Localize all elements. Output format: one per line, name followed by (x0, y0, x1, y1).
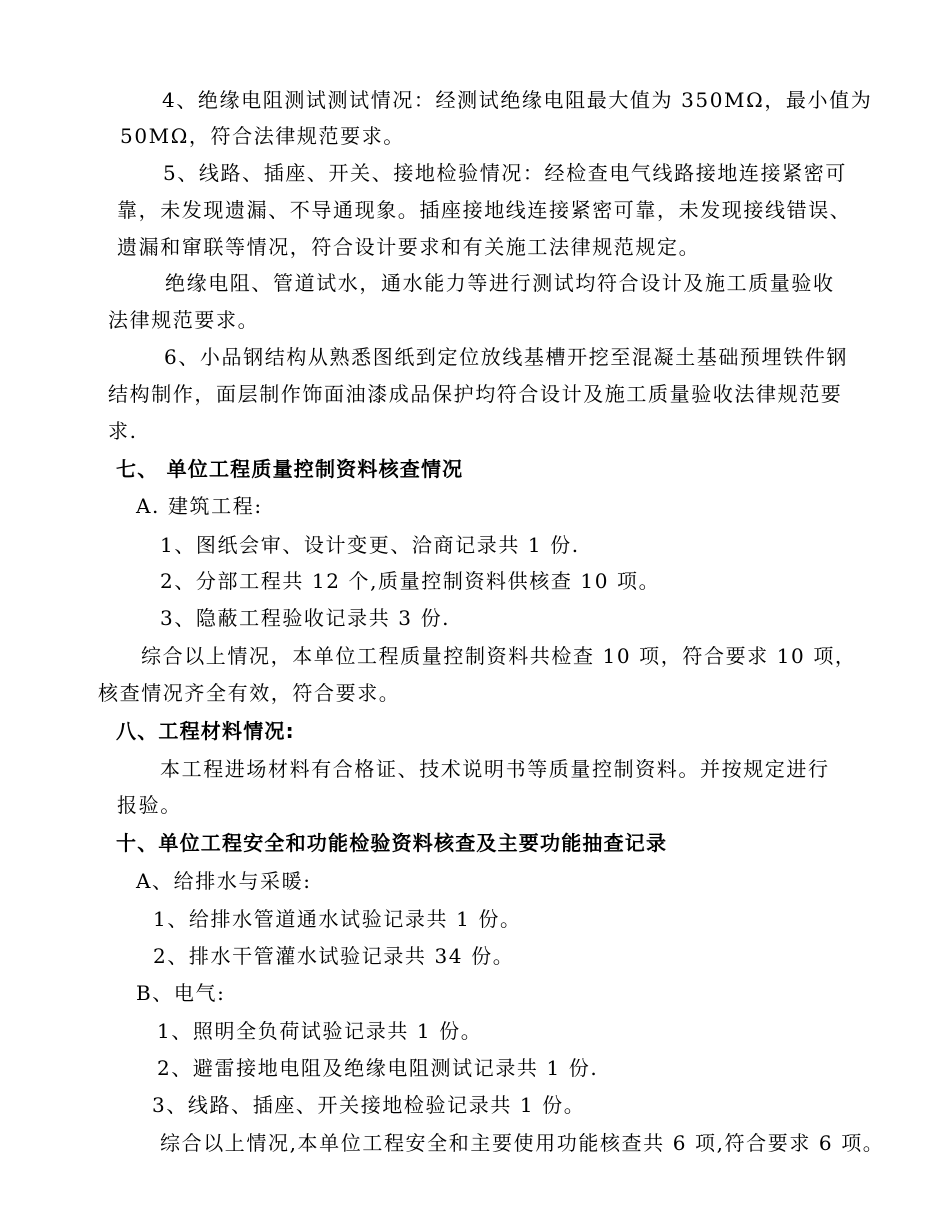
paragraph-6-line-2: 结构制作，面层制作饰面油漆成品保护均符合设计及施工质量验收法律规范要 (108, 382, 843, 406)
paragraph-5-line-1: 5、线路、插座、开关、接地检验情况：经检查电气线路接地连接紧密可 (163, 161, 847, 185)
paragraph-6-line-3: 求. (108, 419, 138, 443)
section-10-b-item-2: 2、避雷接地电阻及绝缘电阻测试记录共 1 份. (157, 1056, 599, 1080)
section-10-a-item-2: 2、排水干管灌水试验记录共 34 份。 (153, 944, 515, 968)
summary-paragraph-line-1: 绝缘电阻、管道试水，通水能力等进行测试均符合设计及施工质量验收 (165, 271, 835, 295)
section-8-heading: 八、工程材料情况: (116, 719, 295, 743)
section-7-summary-line-1: 综合以上情况，本单位工程质量控制资料共检查 10 项，符合要求 10 项， (141, 644, 857, 668)
paragraph-5-line-2: 靠，未发现遗漏、不导通现象。插座接地线连接紧密可靠，未发现接线错误、 (117, 198, 852, 222)
section-10-subheading-a: A、给排水与采暖: (136, 869, 312, 893)
section-10-b-item-3: 3、线路、插座、开关接地检验记录共 1 份。 (152, 1093, 586, 1117)
section-7-item-3: 3、隐蔽工程验收记录共 3 份. (160, 606, 451, 630)
section-8-body-line-2: 报验。 (117, 793, 182, 817)
paragraph-4-line-1: 4、绝缘电阻测试测试情况：经测试绝缘电阻最大值为 350MΩ，最小值为 (162, 88, 873, 112)
section-8-body-line-1: 本工程进场材料有合格证、技术说明书等质量控制资料。并按规定进行 (160, 757, 830, 781)
section-7-item-2: 2、分部工程共 12 个,质量控制资料供核查 10 项。 (160, 569, 661, 593)
section-7-heading: 七、 单位工程质量控制资料核查情况 (116, 457, 464, 481)
section-10-a-item-1: 1、给排水管道通水试验记录共 1 份。 (153, 907, 522, 931)
section-10-subheading-b: B、电气: (136, 981, 226, 1005)
section-7-subheading-a: A. 建筑工程: (136, 494, 263, 518)
section-10-summary: 综合以上情况,本单位工程安全和主要使用功能核查共 6 项,符合要求 6 项。 (160, 1131, 885, 1155)
paragraph-5-line-3: 遗漏和窜联等情况，符合设计要求和有关施工法律规范规定。 (117, 235, 701, 259)
section-7-item-1: 1、图纸会审、设计变更、洽商记录共 1 份. (160, 533, 580, 557)
section-10-heading: 十、单位工程安全和功能检验资料核查及主要功能抽查记录 (116, 831, 668, 855)
summary-paragraph-line-2: 法律规范要求。 (108, 308, 260, 332)
section-7-summary-line-2: 核查情况齐全有效，符合要求。 (98, 681, 401, 705)
paragraph-6-line-1: 6、小品钢结构从熟悉图纸到定位放线基槽开挖至混凝土基础预埋铁件钢 (164, 345, 848, 369)
paragraph-4-line-2: 50MΩ，符合法律规范要求。 (120, 124, 405, 148)
section-10-b-item-1: 1、照明全负荷试验记录共 1 份。 (157, 1019, 483, 1043)
